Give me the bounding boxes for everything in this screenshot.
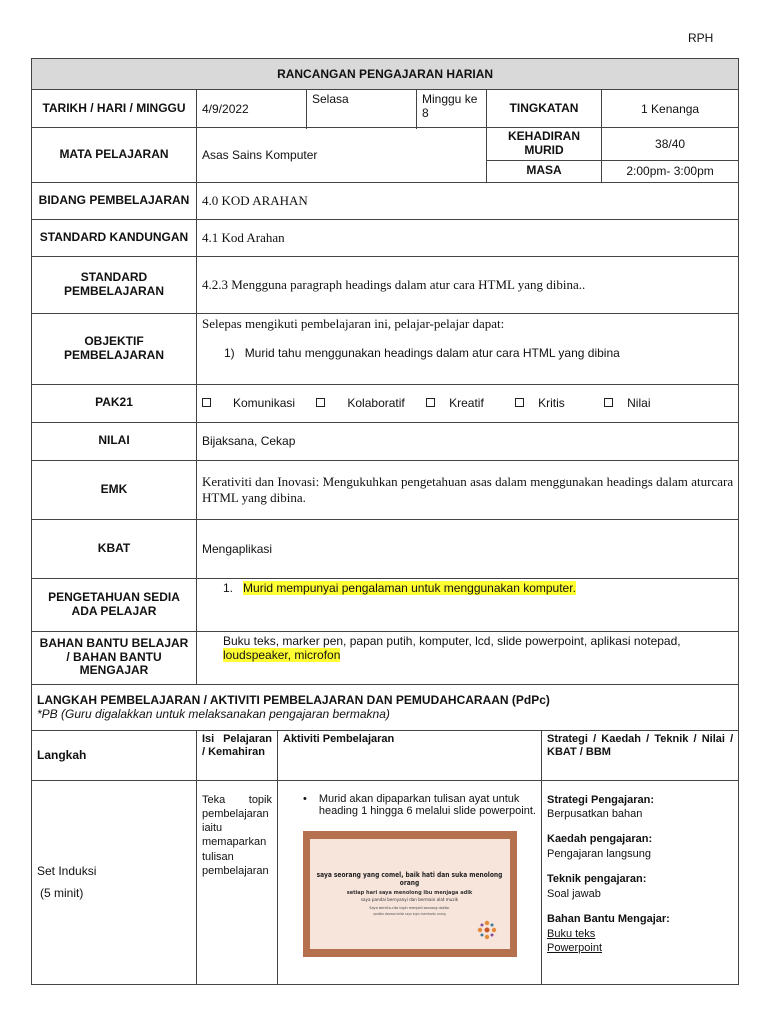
langkah-note: *PB (Guru digalakkan untuk melaksanakan pengajaran bermakna) (37, 707, 390, 722)
set-induksi-title: Set Induksi (37, 864, 97, 879)
lesson-plan-table (31, 58, 739, 985)
nilai-label: NILAI (32, 422, 197, 460)
bahan-content (197, 631, 739, 684)
strategi-value: Berpusatkan bahan (547, 808, 643, 821)
column-isi: Isi Pelajaran / Kemahiran (197, 730, 278, 780)
set-induksi-langkah (32, 780, 197, 984)
kaedah-value: Pengajaran langsung (547, 848, 651, 861)
column-aktiviti: Aktiviti Pembelajaran (278, 730, 542, 780)
bidang-value: 4.0 KOD ARAHAN (197, 182, 739, 219)
document-title: RANCANGAN PENGAJARAN HARIAN (32, 59, 739, 90)
standard-kandungan-label: STANDARD KANDUNGAN (32, 219, 197, 256)
bullet-icon: • (303, 792, 307, 805)
masa-label: MASA (487, 160, 602, 182)
slide-line-3: saya pandai bernyanyi dan bermain alat muzik (360, 898, 459, 904)
standard-pembelajaran-label: STANDARD PEMBELAJARAN (32, 256, 197, 313)
pak21-options (197, 384, 739, 422)
set-induksi-aktiviti (278, 780, 542, 984)
flower-decoration-icon (476, 919, 498, 941)
bahan-text: Buku teks, marker pen, papan putih, komputer, lcd, slide powerpoint, aplikasi notepad, (223, 633, 681, 648)
slide-line-1: saya seorang yang comel, baik hati dan suka menolong orang (316, 871, 503, 888)
pengetahuan-label: PENGETAHUAN SEDIA ADA PELAJAR (32, 578, 197, 631)
pengetahuan-number: 1. (223, 580, 234, 595)
week-value: Minggu ke 8 (417, 90, 487, 128)
objektif-content (197, 313, 739, 384)
kaedah-label: Kaedah pengajaran: (547, 833, 653, 846)
bahan-label: BAHAN BANTU BELAJAR / BAHAN BANTU MENGAJAR (32, 631, 197, 684)
bidang-label: BIDANG PEMBELAJARAN (32, 182, 197, 219)
option-kritis: Kritis (538, 396, 565, 411)
slide-preview (303, 831, 517, 957)
bbm-item-powerpoint: Powerpoint (547, 942, 603, 955)
strategi-label: Strategi Pengajaran: (547, 793, 654, 806)
pak21-label: PAK21 (32, 384, 197, 422)
objektif-item-number: 1) (224, 345, 235, 360)
slide-preview-content (310, 839, 510, 949)
emk-value: Kerativiti dan Inovasi: Mengukuhkan pengetahuan asas dalam menggunakan headings dalam aturcara HTML yang dibina. (197, 460, 739, 519)
checkbox-kritis[interactable] (515, 398, 524, 407)
pengetahuan-text: Murid mempunyai pengalaman untuk menggunakan komputer. (243, 580, 576, 595)
rph-label: RPH (688, 31, 714, 45)
kehadiran-label: KEHADIRAN MURID (487, 128, 602, 161)
option-kolaboratif: Kolaboratif (347, 396, 405, 411)
option-kreatif: Kreatif (449, 396, 484, 411)
set-induksi-time: (5 minit) (40, 886, 84, 901)
langkah-header (32, 684, 739, 730)
checkbox-komunikasi[interactable] (202, 398, 211, 407)
objektif-item-text: Murid tahu menggunakan headings dalam atur cara HTML yang dibina (244, 345, 620, 360)
set-induksi-strategi (542, 780, 739, 984)
checkbox-kreatif[interactable] (426, 398, 435, 407)
aktiviti-text: Murid akan dipaparkan tulisan ayat untuk heading 1 hingga 6 melalui slide powerpoint. (318, 792, 536, 817)
teknik-value: Soal jawab (547, 887, 601, 900)
option-nilai: Nilai (627, 396, 651, 411)
option-komunikasi: Komunikasi (233, 396, 296, 411)
checkbox-kolaboratif[interactable] (316, 398, 325, 407)
bahan-highlight: loudspeaker, microfon (223, 647, 341, 662)
checkbox-nilai[interactable] (604, 398, 613, 407)
objektif-label: OBJEKTIF PEMBELAJARAN (32, 313, 197, 384)
standard-kandungan-value: 4.1 Kod Arahan (197, 219, 739, 256)
objektif-item (202, 346, 733, 360)
kbat-label: KBAT (32, 519, 197, 578)
day-value: Selasa (307, 90, 417, 128)
column-strategi: Strategi / Kaedah / Teknik / Nilai / KBAT / BBM (542, 730, 739, 780)
column-langkah: Langkah (32, 730, 197, 780)
kbat-value: Mengaplikasi (197, 519, 739, 578)
masa-value: 2:00pm- 3:00pm (602, 160, 739, 182)
standard-pembelajaran-value: 4.2.3 Mengguna paragraph headings dalam atur cara HTML yang dibina.. (197, 256, 739, 313)
kehadiran-value: 38/40 (602, 128, 739, 161)
tarikh-label: TARIKH / HARI / MINGGU (32, 90, 197, 128)
bbm-item-buku-teks: Buku teks (547, 927, 596, 940)
langkah-title: LANGKAH PEMBELAJARAN / AKTIVITI PEMBELAJARAN DAN PEMUDAHCARAAN (PdPc) (37, 693, 550, 708)
slide-line-5: apabila dewasa kelak saya ingin membantu orang (373, 912, 446, 917)
date-value: 4/9/2022 (197, 90, 307, 128)
pengetahuan-content (197, 578, 739, 631)
bbm-label: Bahan Bantu Mengajar: (547, 912, 670, 925)
mata-pelajaran-label: MATA PELAJARAN (32, 128, 197, 183)
tingkatan-label: TINGKATAN (487, 90, 602, 128)
objektif-intro: Selepas mengikuti pembelajaran ini, pelajar-pelajar dapat: (202, 315, 505, 331)
slide-line-4: Saya bercita-cita ingin menjadi seorang doktor (369, 905, 450, 911)
tingkatan-value: 1 Kenanga (602, 90, 739, 128)
emk-label: EMK (32, 460, 197, 519)
slide-line-2: setiap hari saya menolong ibu menjaga adik (346, 890, 473, 897)
mata-pelajaran-value: Asas Sains Komputer (197, 128, 487, 183)
teknik-label: Teknik pengajaran: (547, 872, 647, 885)
set-induksi-isi: Teka topik pembelajaran iaitu memaparkan tulisan pembelajaran (197, 780, 278, 984)
nilai-value: Bijaksana, Cekap (197, 422, 739, 460)
